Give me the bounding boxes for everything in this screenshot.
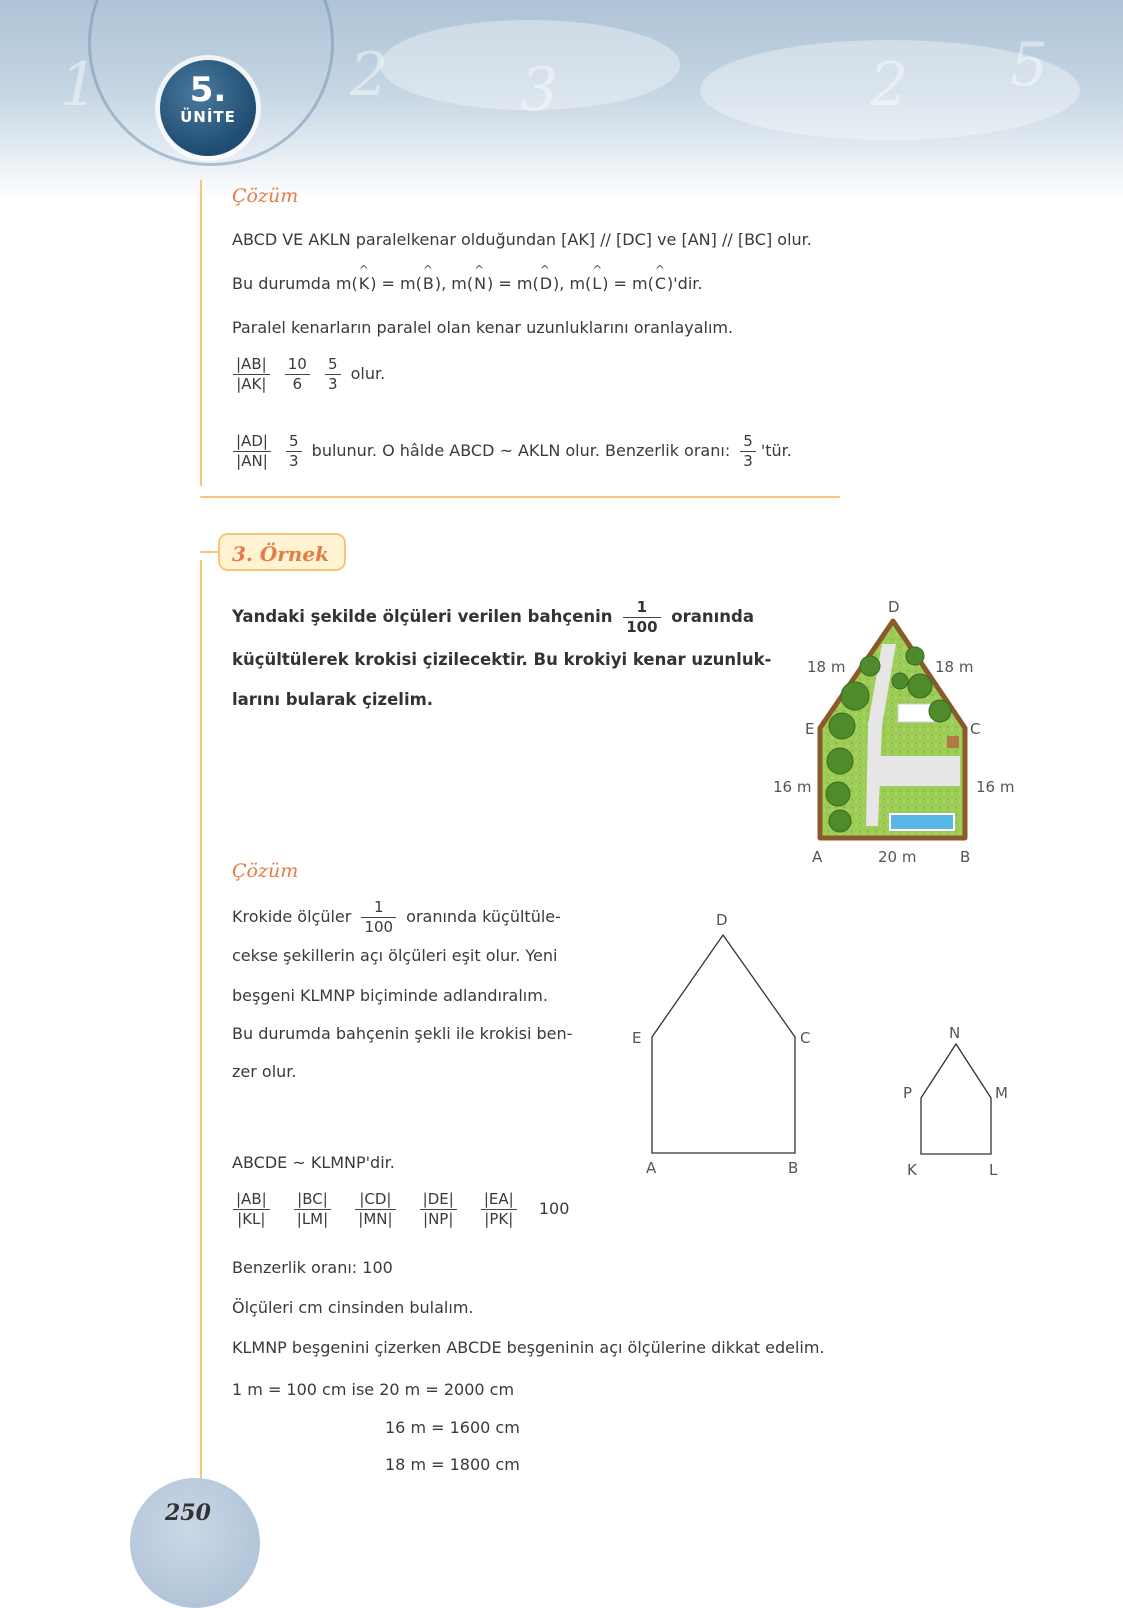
fraction — [420, 1190, 457, 1229]
denominator: 100 — [626, 618, 658, 636]
text: olur. — [350, 364, 386, 383]
small-label-M: M — [995, 1084, 1008, 1102]
fraction — [286, 432, 302, 471]
ratio-chain — [228, 1190, 569, 1229]
small-label-L: L — [989, 1161, 998, 1179]
denominator: |LM| — [296, 1210, 329, 1228]
garden-figure — [770, 596, 1030, 876]
denominator: |AN| — [236, 452, 268, 470]
text: oranında küçültüle- — [406, 907, 561, 926]
solution1-line1: ABCD VE AKLN paralelkenar olduğundan [AK] // [DC] ve [AN] // [BC] olur. — [232, 230, 812, 249]
fraction — [233, 1190, 270, 1229]
dikkat-text: KLMNP beşgenini çizerken ABCDE beşgeninin açı ölçülerine dikkat edelim. — [232, 1338, 825, 1357]
conversion-1: 1 m = 100 cm ise 20 m = 2000 cm — [232, 1380, 515, 1399]
text: oranında — [671, 607, 754, 626]
angle-D: ^ D — [539, 274, 553, 293]
denominator: |AK| — [236, 375, 267, 393]
garden-table — [898, 704, 934, 722]
numerator: |DE| — [420, 1190, 457, 1210]
garden-box — [947, 736, 959, 748]
ratio-line-1 — [228, 355, 385, 394]
numerator: |AB| — [233, 355, 270, 375]
solution1-bottom-border — [200, 496, 840, 498]
solution2-p3: beşgeni KLMNP biçiminde adlandıralım. — [232, 986, 548, 1005]
pentagon-ABCDE — [620, 905, 840, 1195]
pentagon-KLMNP-shape — [921, 1044, 991, 1154]
pentagon-ABCDE-shape — [652, 935, 795, 1153]
numerator: 5 — [325, 355, 341, 375]
example-left-border — [200, 560, 202, 1490]
header-decor-digit: 1 — [60, 50, 99, 120]
denominator: 100 — [364, 918, 394, 936]
text: )'dir. — [667, 274, 703, 293]
fraction — [233, 432, 271, 471]
numerator: 5 — [740, 432, 756, 452]
header-decor-digit: 5 — [1010, 30, 1049, 100]
text: ) = m( — [602, 274, 654, 293]
solution1-line3: Paralel kenarların paralel olan kenar uzunluklarını oranlayalım. — [232, 318, 734, 337]
fraction — [740, 432, 756, 471]
benzerlik-orani: Benzerlik oranı: 100 — [232, 1258, 393, 1277]
denominator: |PK| — [484, 1210, 514, 1228]
denominator: 3 — [289, 452, 299, 470]
ratio-line-2 — [228, 432, 792, 471]
numerator: 1 — [361, 898, 396, 918]
garden-label-D: D — [888, 598, 900, 616]
garden-label-B: B — [960, 848, 971, 866]
text: ), m( — [553, 274, 592, 293]
garden-path-cross — [868, 756, 960, 786]
text: 'tür. — [760, 441, 792, 460]
pentagon-KLMNP — [895, 1018, 1035, 1188]
numerator: |BC| — [294, 1190, 331, 1210]
solution2-p2: cekse şekillerin açı ölçüleri eşit olur. Yeni — [232, 946, 558, 965]
conversion-2: 16 m = 1600 cm — [385, 1418, 520, 1437]
garden-side-ED: 18 m — [807, 658, 846, 676]
solution2-p4: Bu durumda bahçenin şekli ile krokisi ben- — [232, 1024, 573, 1043]
fraction — [481, 1190, 517, 1229]
solution2-heading: Çözüm — [232, 860, 299, 882]
olculer-text: Ölçüleri cm cinsinden bulalım. — [232, 1298, 474, 1317]
garden-side-DC: 18 m — [935, 658, 974, 676]
fraction — [361, 898, 396, 937]
angle-B: ^ B — [422, 274, 435, 293]
denominator: 3 — [327, 375, 338, 393]
text: ), m( — [434, 274, 474, 293]
garden-pool — [890, 814, 954, 830]
big-label-C: C — [800, 1029, 811, 1047]
fraction — [623, 598, 660, 637]
numerator: 5 — [286, 432, 302, 452]
solution2-p1 — [232, 898, 561, 937]
example-tab-connector — [200, 551, 220, 553]
header-decor-digit: 3 — [520, 55, 559, 125]
fraction — [325, 355, 341, 394]
small-label-P: P — [903, 1084, 913, 1102]
text: Yandaki şekilde ölçüleri verilen bahçenin — [232, 607, 613, 626]
angle-C: ^ C — [654, 274, 667, 293]
numerator: 1 — [623, 598, 660, 618]
numerator: |AB| — [233, 1190, 270, 1210]
text: Bu durumda m( — [232, 274, 358, 293]
numerator: 10 — [285, 355, 310, 375]
unit-label: ÜNİTE — [180, 108, 236, 126]
big-label-E: E — [632, 1029, 642, 1047]
text: bulunur. O hâlde ABCD ~ AKLN olur. Benzerlik oranı: — [311, 441, 731, 460]
angle-N: ^ N — [473, 274, 487, 293]
denominator: 6 — [292, 375, 303, 393]
denominator: |NP| — [423, 1210, 454, 1228]
header-decor-digit: 2 — [870, 50, 909, 120]
page-number-disc — [130, 1478, 260, 1608]
big-label-A: A — [646, 1159, 657, 1177]
similar-statement: ABCDE ~ KLMNP'dir. — [232, 1153, 395, 1172]
big-label-B: B — [788, 1159, 799, 1177]
angle-K: ^ K — [358, 274, 371, 293]
solution1-line2 — [232, 274, 702, 293]
numerator: |EA| — [481, 1190, 517, 1210]
garden-label-A: A — [812, 848, 823, 866]
text: ) = m( — [370, 274, 422, 293]
fraction — [233, 355, 270, 394]
ratio-value: 100 — [538, 1199, 570, 1218]
small-label-N: N — [949, 1024, 961, 1042]
angle-L: ^ L — [591, 274, 602, 293]
denominator: |MN| — [358, 1210, 393, 1228]
fraction — [285, 355, 310, 394]
solution1-left-border — [200, 180, 202, 486]
denominator: |KL| — [237, 1210, 266, 1228]
unit-number: 5. — [189, 70, 227, 110]
garden-side-BC: 16 m — [976, 778, 1015, 796]
garden-label-E: E — [805, 720, 815, 738]
big-label-D: D — [716, 911, 728, 929]
garden-side-AE: 16 m — [773, 778, 812, 796]
numerator: |AD| — [233, 432, 271, 452]
example-tab: 3. Örnek — [218, 533, 346, 571]
page-number: 250 — [165, 1500, 211, 1526]
garden-label-C: C — [970, 720, 981, 738]
fraction — [355, 1190, 395, 1229]
text: ) = m( — [487, 274, 539, 293]
text: Krokide ölçüler — [232, 907, 352, 926]
unit-badge — [160, 60, 256, 156]
fraction — [294, 1190, 331, 1229]
header-decor-digit: 2 — [350, 40, 389, 110]
numerator: |CD| — [355, 1190, 395, 1210]
question-line3: larını bularak çizelim. — [232, 690, 434, 709]
question-line1 — [232, 598, 754, 637]
garden-side-AB: 20 m — [878, 848, 917, 866]
small-label-K: K — [907, 1161, 917, 1179]
conversion-3: 18 m = 1800 cm — [385, 1455, 520, 1474]
question-line2: küçültülerek krokisi çizilecektir. Bu krokiyi kenar uzunluk- — [232, 650, 772, 669]
solution1-heading: Çözüm — [232, 185, 299, 207]
denominator: 3 — [743, 452, 753, 470]
solution2-p5: zer olur. — [232, 1062, 297, 1081]
